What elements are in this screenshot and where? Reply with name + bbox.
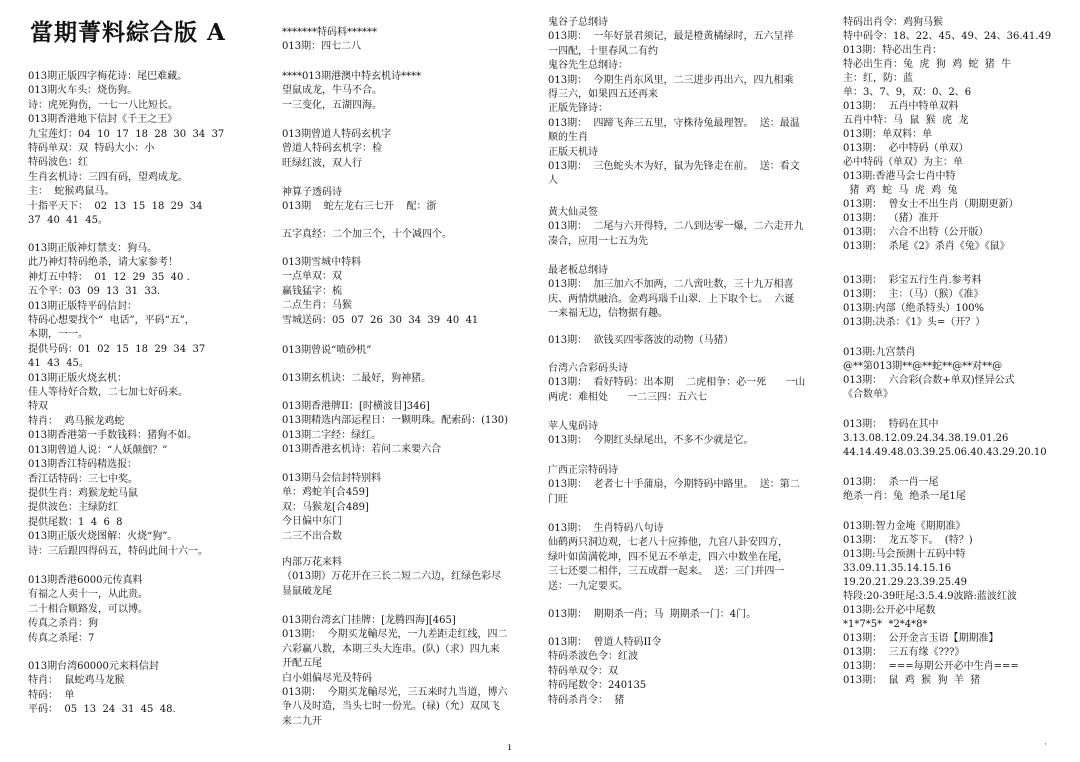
text-line: 013期 蛇左龙右三七开 配：浙 <box>282 201 437 213</box>
text-line: 013期： 五肖中特单双料 <box>843 101 959 112</box>
text-line: 特中码令：18、22、45、49、24、36.41.49 <box>843 31 1052 42</box>
col4-block <box>843 520 1073 688</box>
text-line: 013期： 彩宝五行生肖.参考料 <box>843 275 982 286</box>
page-mark: ı <box>508 742 512 753</box>
col1-block <box>28 660 264 718</box>
text-line: *1*7*5* *2*4*8* <box>843 619 928 630</box>
text-line: 开配五尾 <box>282 658 322 670</box>
text-line: 赢钱猛字：梳 <box>282 285 342 297</box>
text-line: 013期： 三五有缘《???》 <box>843 647 965 658</box>
text-line: 013期:决杀：《1》头=（开？） <box>843 317 986 328</box>
text-line: 提供生肖：鸡猴龙蛇马鼠 <box>28 487 138 499</box>
col2-block <box>282 614 532 729</box>
text-line: 争八及时造，当头七时一份光。(禄)（允）双凤飞 <box>282 701 500 713</box>
text-line: 此乃神灯特码绝杀，请大家参考！ <box>28 257 178 269</box>
col2-block <box>282 228 532 242</box>
text-line: 37 40 41 45。 <box>28 215 108 227</box>
text-line: 013期正版特平码信封： <box>28 300 138 312</box>
column-1 <box>28 0 264 762</box>
text-line: 佳人等待好合数，二七加七好码来。 <box>28 387 188 399</box>
text-line: 内部万花来料 <box>282 557 342 568</box>
text-line: 六彩赢八数，本期三头大连串。(队)（求）四九来 <box>282 643 500 655</box>
text-line: 一来福无边，信物据有趣。 <box>548 308 668 320</box>
col2-block <box>282 344 532 358</box>
col3-block <box>548 362 830 405</box>
text-line: 013期正版火烧图解：火烧“狗”。 <box>28 531 178 543</box>
text-line: 013期： 杀尾《2》杀肖《兔》《鼠》 <box>843 241 1010 252</box>
text-line: 送：一九定要买。 <box>548 580 628 592</box>
text-line: 013期:内部（绝杀特头）100% <box>843 303 985 314</box>
text-line: 曾道人特码玄机字：检 <box>282 143 382 155</box>
corner-mark: · <box>1044 740 1047 750</box>
text-line: 013期:马会预测十五码中特 <box>843 549 966 560</box>
text-line: 013期台湾玄门挂牌：[龙腾四海][465] <box>282 615 456 626</box>
text-line: 五个平：03 09 13 31 33. <box>28 286 161 298</box>
column-4 <box>843 0 1073 762</box>
text-line: 013期： 加三加六不加两，二八啻吐数，三十九万相喜 <box>548 279 794 291</box>
text-line: 013期： 曾女士不出生肖（期期更新） <box>843 199 1019 210</box>
col2-block <box>282 372 532 386</box>
text-line: 提供波色：主绿防红 <box>28 502 118 514</box>
text-line: 五肖中特：马 鼠 猴 虎 龙 <box>843 115 969 126</box>
text-line: 台湾六合彩码头诗 <box>548 363 628 374</box>
col3-block <box>548 522 830 594</box>
col2-block <box>282 400 532 458</box>
text-line: 013期： 公开金言玉语【期期准】 <box>843 633 999 644</box>
text-line: 013期： 龙五苓下。 (特？) <box>843 535 973 546</box>
text-line: 013期马会信封特别料 <box>282 473 382 484</box>
text-line: 香江话特码：三七中奖。 <box>28 473 138 485</box>
text-line: 013期:公开必中尾数 <box>843 605 936 616</box>
text-line: 特码出肖令：鸡狗马猴 <box>843 17 943 28</box>
text-line: 特码单双：双 特码大小：小 <box>28 143 155 155</box>
text-line: 013期： 今期买龙輸尽光，三五来时九当道，博六 <box>282 687 508 699</box>
text-line: 013期曾说“喷砂机” <box>282 345 372 356</box>
text-line: 人 <box>548 175 558 187</box>
text-line: 特码波色：红 <box>28 157 88 169</box>
text-line: 凑合，应用一七五为先 <box>548 235 648 247</box>
text-line: 诗：三后跟四得码五，特码此间十六一。 <box>28 545 208 557</box>
text-line: 必中特码（单双）为主：单 <box>843 157 963 168</box>
text-line: 得三六，如果四五还再来 <box>548 89 658 101</box>
text-line: 雪城送码：05 07 26 30 34 39 40 41 <box>282 314 479 326</box>
text-line: 生肖玄机诗：三四有码，望鸡成龙。 <box>28 171 188 183</box>
text-line: 一点单双：双 <box>282 271 342 283</box>
text-line: 013期正版神灯禁支：狗马。 <box>28 243 158 254</box>
text-line: 绝杀一肖：兔 绝杀一尾1尾 <box>843 491 966 502</box>
text-line: 特码杀肖令： 猪 <box>548 694 625 706</box>
text-line: 013期： 看好特码：出本期 二虎相争：必一死 一山 <box>548 377 806 389</box>
text-line: 二点生肖：马猴 <box>282 300 352 312</box>
text-line: 《合数单》 <box>843 389 893 400</box>
text-line: 九宝莲灯：04 10 17 18 28 30 34 37 <box>28 128 225 140</box>
text-line: 两虎：难相处 一二三四：五六七 <box>548 391 708 403</box>
col1-block <box>28 574 264 646</box>
text-line: 013期： 鼠 鸡 猴 狗 羊 猪 <box>843 675 981 686</box>
text-line: 013期：四七二八 <box>282 41 362 53</box>
text-line: 013期香港6000元传真料 <box>28 575 143 586</box>
text-line: 013期正版四字梅花诗：尾巴难藏。 <box>28 71 188 82</box>
col4-block <box>843 418 1073 460</box>
text-line: 提供尾数：1 4 6 8 <box>28 516 123 528</box>
text-line: 013期： 一年好景君须记，最是橙黄橘绿时，五六呈祥 <box>548 31 794 43</box>
text-line: 十指平天下： 02 13 15 18 29 34 <box>28 200 203 212</box>
col3-block <box>548 608 830 622</box>
text-line: 特肖： 鸡马猴龙鸡蛇 <box>28 415 125 427</box>
text-line: 神算子透码诗 <box>282 187 342 198</box>
text-line: 013期玄机诀：二最好，狗神猪。 <box>282 373 432 384</box>
text-line: 013期：单双料：单 <box>843 129 933 140</box>
text-line: 013期： 今期红头绿尾出，不多不少就是它。 <box>548 435 754 447</box>
text-line: 一三变化，五湖四海。 <box>282 99 382 111</box>
text-line: 有福之人卖十一，从此贵。 <box>28 589 148 601</box>
col3-block <box>548 334 830 348</box>
text-line: 013期香港第一手数钱料：猪狗不如。 <box>28 430 198 442</box>
text-line: ****013期港澳中特玄机诗**** <box>282 71 422 82</box>
text-line: 今日偏中东门 <box>282 516 342 528</box>
text-line: 特段:20-39旺尾:3.5.4.9波路:蓝波红波 <box>843 591 1017 602</box>
text-line: 013期： 生肖特码八句诗 <box>548 523 664 534</box>
text-line: 双：马猴龙[合489] <box>282 501 369 513</box>
text-line: 本期，一一。 <box>28 329 88 341</box>
col3-block <box>548 636 830 708</box>
col3-block <box>548 420 830 449</box>
text-line: 013期： 三色蛇头木为好，鼠为先锋走在前。 送：看文 <box>548 161 800 173</box>
text-line: 013期火车头：烧伤狗。 <box>28 85 138 97</box>
text-line: 013期二字经：绿红。 <box>282 429 382 441</box>
text-line: 013期:九宫禁肖 <box>843 347 916 358</box>
text-line: 特码心想要找个“ 电话”，平码“五”， <box>28 315 195 327</box>
text-line: 41 43 45。 <box>28 358 89 370</box>
text-line: 望鼠成龙，牛马不合。 <box>282 85 382 97</box>
text-line: 013期台湾60000元来料信封 <box>28 661 159 672</box>
text-line: 013期:智力金埯《期期准》 <box>843 521 966 532</box>
text-line: 门旺 <box>548 493 568 505</box>
text-line: 19.20.21.29.23.39.25.49 <box>843 577 968 588</box>
col3-block <box>548 264 830 322</box>
text-line: 广西正宗特码诗 <box>548 465 618 476</box>
text-line: 特码杀波色令：红波 <box>548 651 638 663</box>
text-line: 013期： 四蹄飞奔三五里，守株待兔最理智。 送：最温 <box>548 117 800 129</box>
col4-block <box>843 16 1073 254</box>
text-line: 白小姐偏尽光及特码 <box>282 672 372 684</box>
text-line: 013期： 必中特码（单双） <box>843 143 969 154</box>
text-line: 仙鹤两只洞边观，七老八十应捧他，九宫八卦安四方， <box>548 537 788 549</box>
text-line: 绿叶如茵满乾坤，四不见五不单走，四六中数坐在尾， <box>548 551 788 563</box>
text-line: 013期： 今期生肖东风里，二三进步再出六，四九相乘 <box>548 74 794 86</box>
text-line: 三七还要二相伴，三五成群一起来。 送：三门并四一 <box>548 566 785 578</box>
text-line: 旺绿红波，双人行 <box>282 157 362 169</box>
text-line: 最老板总纲诗 <box>548 265 608 276</box>
col2-block <box>282 256 532 328</box>
page-title: 當期菁料綜合版 A <box>30 19 226 46</box>
col2-block <box>282 556 532 599</box>
text-line: 主： 蛇猴鸡鼠马。 <box>28 186 115 198</box>
text-line: 一四配，十里春风二有约 <box>548 45 658 57</box>
text-line: 013期： 特码在其中 <box>843 419 939 430</box>
text-line: 013期： 主：（马）（猴）《准》 <box>843 289 984 300</box>
text-line: 013期： 欲钱买四零落波的动物（马猪） <box>548 335 734 346</box>
text-line: 主：红，防：蓝 <box>843 73 913 84</box>
col4-block <box>843 346 1073 402</box>
col2-block <box>282 472 532 544</box>
text-line: 五字真经：二个加三个，十个减四个。 <box>282 229 452 240</box>
text-line: 平码： 05 13 24 31 45 48. <box>28 704 176 716</box>
col2-block <box>282 70 532 113</box>
text-line: *******特码料****** <box>282 27 377 38</box>
text-line: 013期： 期期杀一肖；马 期期杀一门：4门。 <box>548 609 757 620</box>
text-line: 013期： ===每期公开必中生肖=== <box>843 661 1019 672</box>
text-line: 013期香港牌II：[时横波目]346] <box>282 401 430 412</box>
col4-block <box>843 476 1073 504</box>
text-line: 单：3、7、9，双：0、2、6 <box>843 87 972 98</box>
text-line: 正版天机诗 <box>548 146 598 158</box>
col2-block <box>282 186 532 215</box>
text-line: 显鼠破龙尾 <box>282 585 332 597</box>
col2-block <box>282 128 532 171</box>
text-line: 猪 鸡 蛇 马 虎 鸡 兔 <box>843 185 958 196</box>
column-2 <box>282 0 532 762</box>
text-line: 传真之杀尾：7 <box>28 632 95 644</box>
text-line: 来二九开 <box>282 715 322 727</box>
text-line: 013期香港玄机诗：若问二来要六合 <box>282 444 442 456</box>
text-line: 33.09.11.35.14.15.16 <box>843 563 952 574</box>
text-line: （013期）万花开在三长二短二六边，红绿色彩尽 <box>282 571 502 583</box>
text-line: 正版先锋诗： <box>548 103 608 115</box>
text-line: 013期：特必出生肖： <box>843 45 943 56</box>
text-line: 013期： 六合不出特（公开版） <box>843 227 989 238</box>
text-line: @**第013期**@**蛇**@**对**@ <box>843 361 1003 372</box>
text-line: 苹人鬼码诗 <box>548 421 598 432</box>
text-line: 特双 <box>28 401 48 413</box>
text-line: 013期： 杀一肖一尾 <box>843 477 939 488</box>
text-line: 顺的生肖 <box>548 132 588 144</box>
text-line: 013期： 老者七十手蒲扇，今期特码中路里。 送：第二 <box>548 479 800 491</box>
text-line: 013期： （猪）准开 <box>843 213 939 224</box>
col3-block <box>548 464 830 507</box>
text-line: 3.13.08.12.09.24.34.38.19.01.26 <box>843 433 1009 444</box>
col3-block <box>548 206 830 249</box>
text-line: 013期曾道人特码玄机字 <box>282 129 392 140</box>
col1-block <box>28 70 264 228</box>
text-line: 传真之杀肖：狗 <box>28 618 98 630</box>
text-line: 013期： 二尾与六开得特，二八到达零一爆，二六走开九 <box>548 221 804 233</box>
text-line: 特肖： 鼠蛇鸡马龙猴 <box>28 675 125 687</box>
text-line: 013期曾道人说：“人妖颠倒？” <box>28 444 168 456</box>
text-line: 特码尾数令：240135 <box>548 680 647 692</box>
text-line: 提供号码：01 02 15 18 29 34 37 <box>28 343 206 355</box>
text-line: 013期： 六合彩(合数+单双)怪异公式 <box>843 375 1015 386</box>
text-line: 特码单双令：双 <box>548 665 618 677</box>
col1-block <box>28 242 264 559</box>
text-line: 神灯五中特： 01 12 29 35 40 . <box>28 271 190 283</box>
text-line: 特必出生肖：兔 虎 狗 鸡 蛇 猪 牛 <box>843 59 1012 70</box>
text-line: 013期:香港马会七肖中特 <box>843 171 956 182</box>
text-line: 013期： 今期买龙輸尽光，一九差距走红线，四二 <box>282 629 508 641</box>
text-line: 庆、两情烘融洽。金鸡玛瑙千山翠．上下取个七。 六诞 <box>548 293 795 305</box>
text-line: 二三不出合数 <box>282 530 342 542</box>
text-line: 013期正版火烧玄机： <box>28 372 128 384</box>
text-line: 诗：虎死狗伤，一七一八比短长。 <box>28 99 178 111</box>
text-line: 013期精选内部运程日：一颗明珠。配索码：(130) <box>282 415 508 427</box>
text-line: 单：鸡蛇羊[合459] <box>282 487 369 499</box>
text-line: 鬼谷先生总纲诗： <box>548 60 628 72</box>
text-line: 特码： 单 <box>28 689 75 701</box>
text-line: 二十相合顺路发，可以博。 <box>28 603 148 615</box>
col3-block <box>548 16 830 189</box>
column-3 <box>548 0 830 762</box>
text-line: 013期香港地下信封《千王之王》 <box>28 114 178 126</box>
text-line: 013期： 曾道人特码II令 <box>548 637 662 648</box>
text-line: 44.14.49.48.03.39.25.06.40.43.29.20.10 <box>843 447 1047 458</box>
text-line: 鬼谷子总纲诗 <box>548 17 608 28</box>
text-line: 013期雪城中特料 <box>282 257 362 268</box>
col4-block <box>843 274 1073 330</box>
text-line: 013期香江特码精选报： <box>28 459 138 471</box>
text-line: 黄大仙灵签 <box>548 207 598 218</box>
col2-block <box>282 26 532 55</box>
